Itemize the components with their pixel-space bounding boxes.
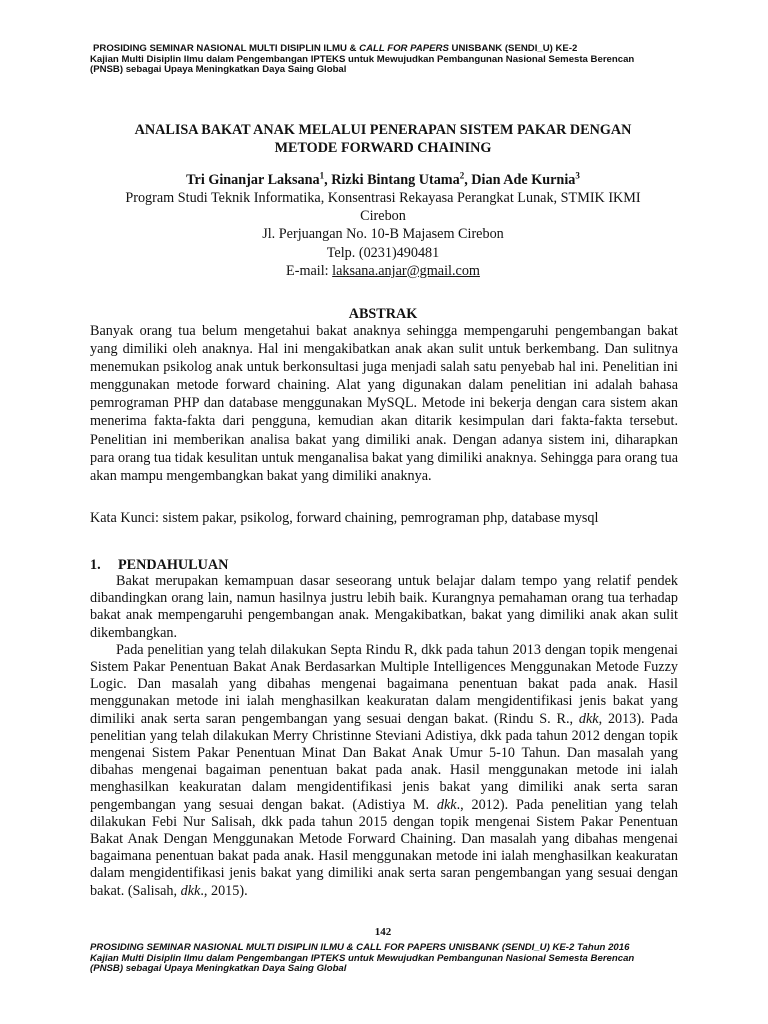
paragraph-2-part-c: ., 2012). Pada penelitian yang telah dilakukan Febi Nur Salisah, dkk pada tahun 2015 dengan topik mengenai Sistem Pakar Penentuan Bakat Anak Dengan Menggunakan Metode Forward Chaining. Dan masalah yang dibahas mengenai bagaimana penentuan bakat pada anak. Hasil menggunakan metode ini ialah menghasilkan keakuratan dalam mengidentifikasi jenis bakat yang dimiliki anak serta saran pengembangan yang sesuai dengan bakat. (Salisah, [90,796,678,899]
citation-etal: dkk [180,882,201,899]
affiliation-line-2: Cirebon [360,208,406,225]
header-line-3: (PNSB) sebagai Upaya Meningkatkan Daya Saing Global [90,64,347,76]
section-title: PENDAHULUAN [118,557,229,573]
email-label: E-mail: [286,262,333,279]
email-link[interactable]: laksana.anjar@gmail.com [332,262,480,279]
citation-etal: dkk [436,796,457,813]
author-2-mark: 2 [459,170,465,181]
section-body [90,573,678,900]
address: Jl. Perjuangan No. 10-B Majasem Cirebon [262,226,504,243]
paragraph-2 [90,642,678,900]
paragraph-2-part-b: , 2013). Pada penelitian yang telah dilakukan Merry Christinne Steviani Adistiya, dkk pada tahun 2012 dengan topik mengenai Sistem Pakar Penentuan Minat Dan Bakat Anak Umur 5-10 Tahun. Dan masalah yang dibahas mengenai bagaiman penentuan bakat pada anak. Hasil menggunakan metode ini ialah menghasilkan keakuratan dalam mengidentifikasi jenis bakat yang dimiliki anak serta saran pengembangan yang sesuai dengan bakat. (Adistiya M. [90,710,678,813]
header-line-1-part-c: UNISBANK (SENDI_U) KE-2 [448,43,578,54]
author-2: Rizki Bintang Utama [331,172,460,188]
author-separator: , [464,172,472,188]
author-list [90,171,676,189]
affiliation-block [90,189,676,280]
running-footer [90,943,710,975]
footer-line-1: PROSIDING SEMINAR NASIONAL MULTI DISIPLIN ILMU & CALL FOR PAPERS UNISBANK (SENDI_U) KE-2 Tahun 2016 [90,942,630,953]
header-line-1 [93,44,710,55]
paper-title [90,121,676,157]
author-1: Tri Ginanjar Laksana [186,172,320,188]
keywords: Kata Kunci: sistem pakar, psikolog, forward chaining, pemrograman php, database mysql [90,510,599,526]
section-heading [90,556,678,574]
author-1-mark: 1 [319,170,325,181]
section-number: 1. [90,557,101,573]
header-line-1-part-b: CALL FOR PAPERS [359,43,449,54]
abstract-body: Banyak orang tua belum mengetahui bakat anaknya sehingga mempengaruhi pengembangan bakat yang dimiliki oleh anaknya. Hal ini mengakibatkan anak akan sulit untuk berkembang. Dan sulitnya menemukan psikolog anak untuk berkonsultasi juga menjadi salah satu penyebab hal ini. Penelitian ini menggunakan metode forward chaining. Alat yang digunakan dalam penelitian ini adalah bahasa pemrograman PHP dan database menggunakan MySQL. Metode ini bekerja dengan cara sistem akan menerima fakta-fakta dari pengguna, kemudian akan ditarik kesimpulan dari fakta-fakta tersebut. Penelitian ini memberikan analisa bakat yang dimiliki anak. Dengan adanya sistem ini, diharapkan para orang tua tidak kesulitan untuk menganalisa bakat yang dimiliki anaknya. Sehingga para orang tua akan mampu mengembangkan bakat yang dimiliki anaknya. [90,323,678,484]
paper-title-line-2: METODE FORWARD CHAINING [274,140,492,156]
paragraph-2-part-d: ., 2015). [200,882,248,899]
author-3: Dian Ade Kurnia [471,172,576,188]
footer-line-2: Kajian Multi Disiplin Ilmu dalam Pengembangan IPTEKS untuk Mewujudkan Pembangunan Nasional Semesta Berencan [90,952,635,964]
paper-title-line-1: ANALISA BAKAT ANAK MELALUI PENERAPAN SISTEM PAKAR DENGAN [134,122,632,138]
footer-line-3: (PNSB) sebagai Upaya Meningkatkan Daya Saing Global [90,963,347,975]
citation-etal: dkk [578,710,599,727]
author-separator: , [324,172,332,188]
page-number: 142 [374,926,392,938]
paragraph-2-part-a: Pada penelitian yang telah dilakukan Septa Rindu R, dkk pada tahun 2013 dengan topik mengenai Sistem Pakar Penentuan Bakat Anak Berdasarkan Multiple Intelligences Menggunakan Metode Fuzzy Logic. Dan masalah yang dibahas mengenai bagaimana penentuan bakat pada anak. Hasil menggunakan metode ini ialah menghasilkan keakuratan dalam mengidentifikasi jenis bakat yang dimiliki anak serta saran pengembangan yang sesuai dengan bakat. (Rindu S. R., [90,641,678,727]
header-line-2: Kajian Multi Disiplin Ilmu dalam Pengembangan IPTEKS untuk Mewujudkan Pembangunan Nasional Semesta Berencan [90,53,635,65]
affiliation-line-1: Program Studi Teknik Informatika, Konsentrasi Rekayasa Perangkat Lunak, STMIK IKMI [125,190,641,206]
header-line-1-part-a: PROSIDING SEMINAR NASIONAL MULTI DISIPLIN ILMU & [93,43,360,54]
phone: Telp. (0231)490481 [326,244,440,261]
paragraph-1: Bakat merupakan kemampuan dasar seseorang untuk belajar dalam tempo yang relatif pendek dibandingkan orang lain, namun hasilnya justru lebih baik. Kurangnya pemahaman orang tua terhadap bakat anak mempengaruhi pengembangan anak. Mengakibatkan, bakat yang dimiliki anak akan sulit dikembangkan. [90,573,678,641]
author-3-mark: 3 [575,170,580,181]
abstract-heading: ABSTRAK [348,306,418,322]
running-header [90,44,710,76]
email-line [90,262,676,280]
